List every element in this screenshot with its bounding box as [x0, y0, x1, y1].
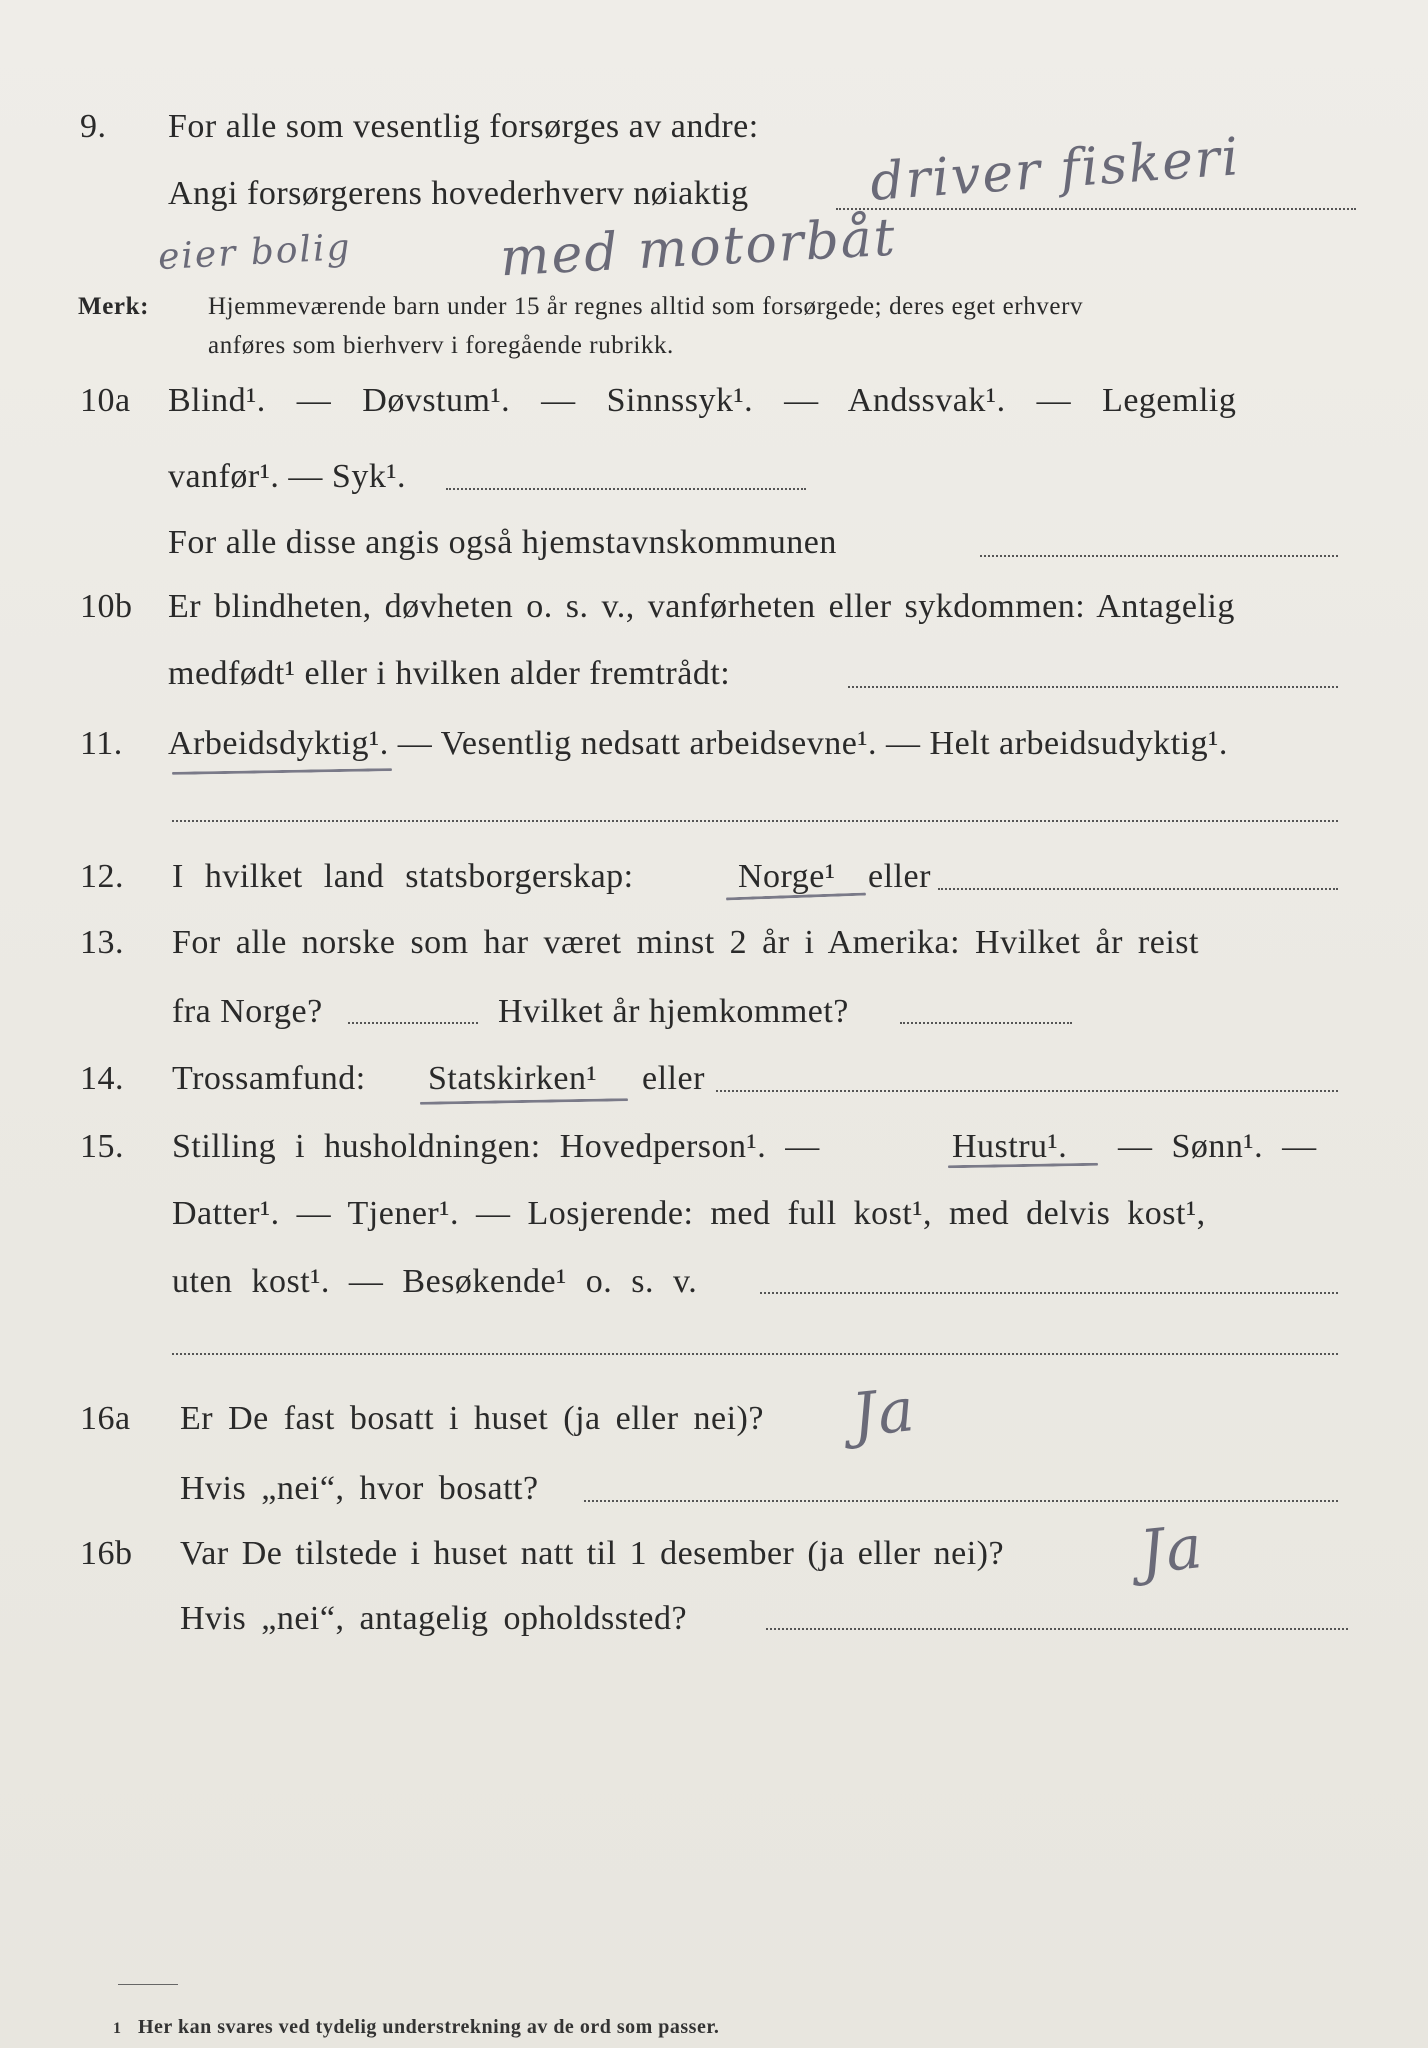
q13-line2a: fra Norge?	[172, 993, 323, 1030]
q16a-answer-line	[584, 1500, 1338, 1502]
q10b-number: 10b	[80, 588, 133, 625]
q14-text-a: Trossamfund:	[172, 1060, 366, 1097]
q15-line3: uten kost¹. — Besøkende¹ o. s. v.	[172, 1263, 698, 1300]
q14-ink-underline	[420, 1098, 628, 1105]
q15-line1a: Stilling i husholdningen: Hovedperson¹. —	[172, 1128, 820, 1165]
q16a-line2: Hvis „nei“, hvor bosatt?	[180, 1470, 539, 1507]
q11-line1: Arbeidsdyktig¹. — Vesentlig nedsatt arbeidsevne¹. — Helt arbeidsudyktig¹.	[168, 725, 1228, 762]
q9-line2: Angi forsørgerens hovederhverv nøiaktig	[168, 175, 749, 212]
q10a-line2: vanfør¹. — Syk¹.	[168, 458, 407, 495]
q16b-number: 16b	[80, 1535, 133, 1572]
merk-line2: anføres som bierhverv i foregående rubrikk.	[208, 332, 674, 359]
q15-number: 15.	[80, 1128, 124, 1165]
q10b-line2: medfødt¹ eller i hvilken alder fremtrådt:	[168, 655, 731, 692]
merk-label: Merk:	[78, 293, 150, 320]
q16b-line2: Hvis „nei“, antagelig opholdssted?	[180, 1600, 688, 1637]
q9-number: 9.	[80, 108, 107, 145]
q13-hjemkommet-line	[900, 1022, 1072, 1024]
q13-line2b: Hvilket år hjemkommet?	[498, 993, 849, 1030]
q10b-line1: Er blindheten, døvheten o. s. v., vanførheten eller sykdommen: Antagelig	[168, 588, 1235, 625]
q9-handwriting-2b: med motorbåt	[498, 207, 899, 289]
q15-line1c: — Sønn¹. —	[1118, 1128, 1317, 1165]
merk-line1: Hjemmeværende barn under 15 år regnes alltid som forsørgede; deres eget erhverv	[208, 293, 1084, 320]
q10a-line3: For alle disse angis også hjemstavnskommunen	[168, 524, 837, 561]
q14-number: 14.	[80, 1060, 124, 1097]
q16b-answer-line	[766, 1628, 1348, 1630]
footnote-mark: 1	[113, 2020, 121, 2037]
q16b-line1: Var De tilstede i huset natt til 1 desember (ja eller nei)?	[180, 1535, 1005, 1572]
q12-text-b: Norge¹	[738, 858, 836, 895]
q10a-kommune-line	[980, 555, 1338, 557]
q11-number: 11.	[80, 725, 123, 762]
q13-reist-line	[348, 1022, 478, 1024]
q15-line1b: Hustru¹.	[952, 1128, 1068, 1165]
q15-answer-line	[760, 1292, 1338, 1294]
q16a-line1: Er De fast bosatt i huset (ja eller nei)?	[180, 1400, 764, 1437]
q9-handwriting-1: driver fiskeri	[868, 127, 1243, 213]
q16a-answer: Ja	[848, 1374, 920, 1452]
footnote-rule	[118, 1984, 178, 1985]
q12-number: 12.	[80, 858, 124, 895]
q14-text-c: eller	[642, 1060, 705, 1097]
q9-line1: For alle som vesentlig forsørges av andre:	[168, 108, 759, 145]
footnote-text: Her kan svares ved tydelig understrekning av de ord som passer.	[138, 2016, 720, 2038]
q13-number: 13.	[80, 924, 124, 961]
q14-text-b: Statskirken¹	[428, 1060, 598, 1097]
q10a-line1: Blind¹. — Døvstum¹. — Sinnssyk¹. — Andssvak¹. — Legemlig	[168, 382, 1237, 419]
q11-ink-underline	[172, 768, 392, 775]
q15-line2: Datter¹. — Tjener¹. — Losjerende: med full kost¹, med delvis kost¹,	[172, 1195, 1206, 1232]
q10b-answer-line	[848, 686, 1338, 688]
q9-handwriting-2a: eier bolig	[157, 226, 353, 279]
q12-text-c: eller	[868, 858, 931, 895]
q13-line1: For alle norske som har været minst 2 år i Amerika: Hvilket år reist	[172, 924, 1199, 961]
q16a-number: 16a	[80, 1400, 131, 1437]
q16b-answer: Ja	[1136, 1511, 1208, 1589]
q15-extra-line	[172, 1353, 1338, 1355]
q10a-number: 10a	[80, 382, 131, 419]
q12-answer-line	[938, 888, 1338, 890]
q10a-syk-line	[446, 488, 806, 490]
q14-answer-line	[716, 1090, 1338, 1092]
q12-text-a: I hvilket land statsborgerskap:	[172, 858, 634, 895]
q11-answer-line	[172, 820, 1338, 822]
